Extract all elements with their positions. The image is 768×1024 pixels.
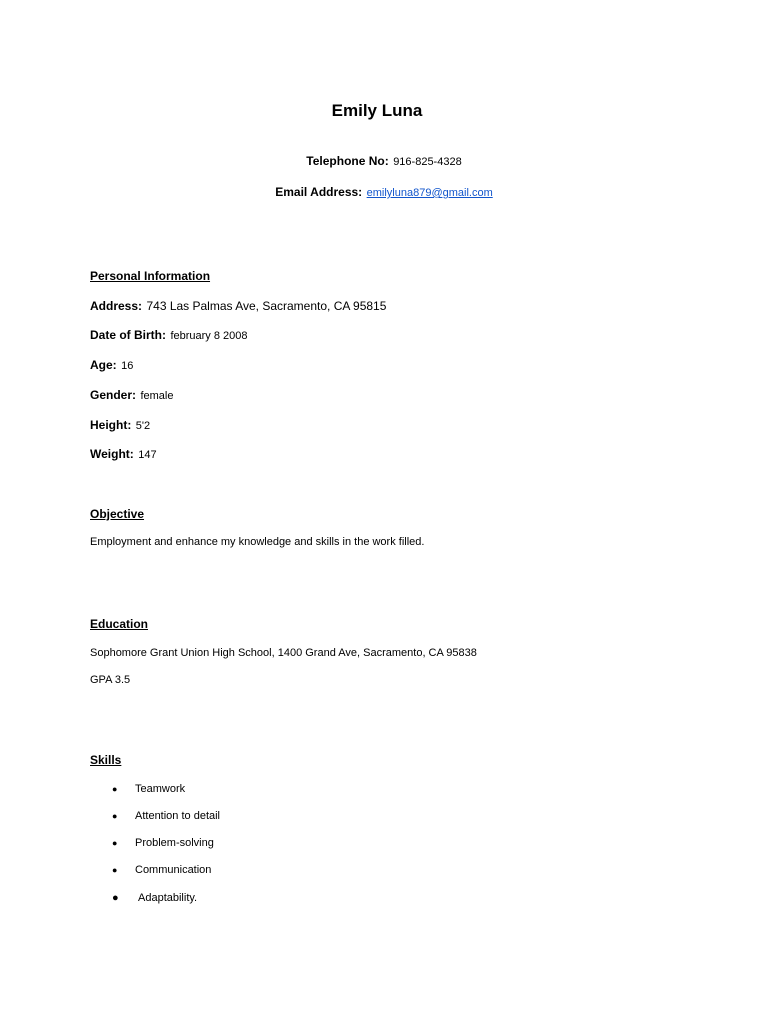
address-row <box>90 298 386 314</box>
resume-name: Emily Luna <box>331 101 423 120</box>
skill-item <box>112 782 185 796</box>
education-heading: Education <box>90 617 149 631</box>
dob-label: Date of Birth: <box>90 328 166 342</box>
height-value: 5'2 <box>135 420 151 432</box>
skill-label: Attention to detail <box>135 810 221 822</box>
address-value: 743 Las Palmas Ave, Sacramento, CA 95815 <box>146 299 387 313</box>
email-label: Email Address: <box>275 185 363 199</box>
address-label: Address: <box>90 299 143 313</box>
age-row <box>90 357 133 374</box>
objective-heading: Objective <box>90 507 145 521</box>
gender-row <box>90 387 174 404</box>
skill-label: Adaptability. <box>138 892 198 904</box>
dob-value: february 8 2008 <box>170 330 248 342</box>
weight-label: Weight: <box>90 447 134 461</box>
skill-item <box>112 809 220 823</box>
objective-text: Employment and enhance my knowledge and skills in the work filled. <box>90 536 425 548</box>
gender-label: Gender: <box>90 388 137 402</box>
bullet-icon: ● <box>112 838 118 848</box>
weight-row <box>90 446 157 463</box>
skill-label: Teamwork <box>135 783 186 795</box>
skills-heading: Skills <box>90 753 122 767</box>
age-value: 16 <box>121 360 134 372</box>
skill-label: Problem-solving <box>135 837 214 849</box>
height-row <box>90 417 150 434</box>
bullet-icon: ● <box>112 892 119 904</box>
telephone-value: 916-825-4328 <box>393 156 462 168</box>
email-link[interactable]: emilyluna879@gmail.com <box>366 187 493 199</box>
bullet-icon: ● <box>112 811 118 821</box>
education-school: Sophomore Grant Union High School, 1400 Grand Ave, Sacramento, CA 95838 <box>90 647 477 659</box>
skill-item <box>112 836 214 850</box>
gender-value: female <box>140 390 174 402</box>
personal-info-heading: Personal Information <box>90 269 211 283</box>
height-label: Height: <box>90 418 132 432</box>
bullet-icon: ● <box>112 865 118 875</box>
age-label: Age: <box>90 358 117 372</box>
skill-label: Communication <box>135 864 212 876</box>
telephone-label: Telephone No: <box>306 154 389 168</box>
email-line <box>0 184 768 201</box>
skill-item <box>112 863 211 877</box>
dob-row <box>90 327 248 344</box>
bullet-icon: ● <box>112 784 118 794</box>
education-gpa: GPA 3.5 <box>90 674 131 686</box>
weight-value: 147 <box>138 449 157 461</box>
skill-item <box>112 891 197 905</box>
telephone-line <box>0 153 768 170</box>
